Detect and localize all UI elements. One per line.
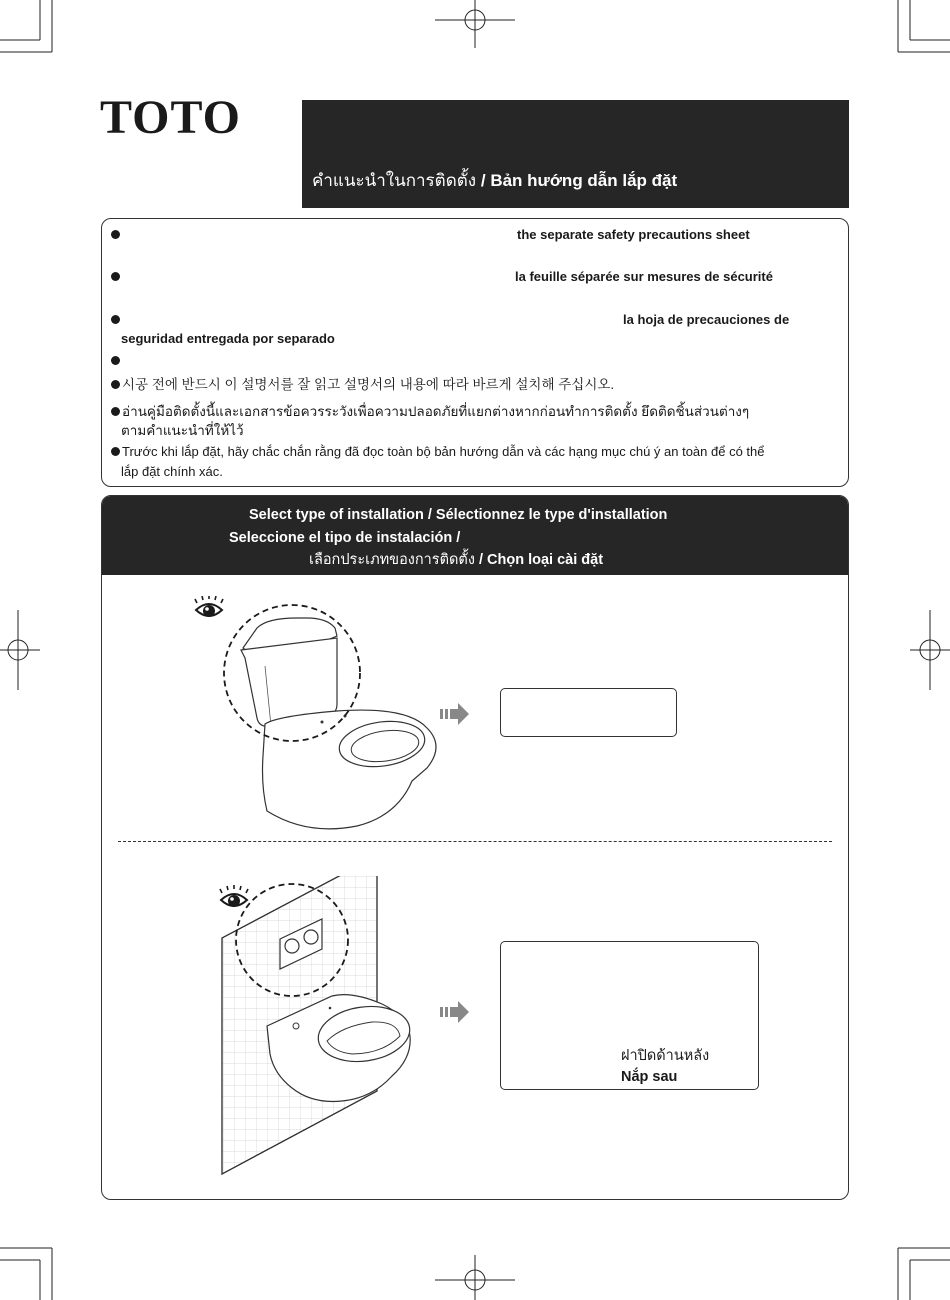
notice-es-ref-1: la hoja de precauciones de <box>623 312 790 327</box>
bullet-dot <box>111 380 120 389</box>
wall-hung-toilet-illustration <box>212 876 512 1181</box>
notice-thai-1: อ่านคู่มือติดตั้งนี้และเอกสารข้อควรระวังเพื่อความปลอดภัยที่แยกต่างหากก่อนทำการติดตั้ง ยึดติดชิ้นส่วนต่างๆ <box>122 404 750 419</box>
bullet-dot <box>111 407 120 416</box>
bullet-dot <box>111 356 120 365</box>
header-sep: / <box>478 552 483 568</box>
bullet-dot <box>111 230 120 239</box>
eye-icon <box>220 885 248 907</box>
notice-es-ref-2: seguridad entregada por separado <box>121 331 335 346</box>
header-line-en-fr: Select type of installation / Sélectionnez le type d'installation <box>249 507 668 523</box>
toto-logo: TOTO <box>100 91 241 144</box>
rear-cover-label-thai: ฝาปิดด้านหลัง <box>621 1048 710 1064</box>
bullet-dot <box>111 272 120 281</box>
header-line-es: Seleccione el tipo de instalación / <box>229 530 461 546</box>
title-thai: คำแนะนำในการติดตั้ง <box>312 171 477 190</box>
header-vietnamese: Chọn loại cài đặt <box>487 552 604 568</box>
rear-cover-label-vi: Nắp sau <box>621 1069 678 1085</box>
bullet-dot <box>111 315 120 324</box>
notice-vietnamese-2: lắp đặt chính xác. <box>121 464 223 479</box>
bullet-dot <box>111 447 120 456</box>
notice-vietnamese-1: Trước khi lắp đặt, hãy chắc chắn rằng đã đọc toàn bộ bản hướng dẫn và các hạng mục chú ý an toàn để có thể <box>122 444 765 459</box>
notice-thai-2: ตามคำแนะนำที่ให้ไว้ <box>121 423 244 438</box>
header-thai: เลือกประเภทของการติดตั้ง <box>309 552 475 568</box>
arrow-right-icon <box>439 701 471 727</box>
title-separator: / <box>480 171 486 190</box>
arrow-right-icon <box>439 999 471 1025</box>
eye-icon <box>195 596 223 617</box>
header-line-th-vi <box>309 550 603 570</box>
option-1-result-box <box>500 688 677 737</box>
installation-type-panel <box>101 495 849 1200</box>
safety-notice-box <box>101 218 849 487</box>
installation-type-header <box>102 496 848 575</box>
notice-fr-ref: la feuille séparée sur mesures de sécurité <box>515 269 773 284</box>
notice-en-ref: the separate safety precautions sheet <box>517 227 750 242</box>
page-title <box>312 170 677 192</box>
title-vietnamese: Bản hướng dẫn lắp đặt <box>490 171 678 190</box>
notice-korean: 시공 전에 반드시 이 설명서를 잘 읽고 설명서의 내용에 따라 바르게 설치해 주십시오. <box>122 377 615 392</box>
option-divider <box>118 841 832 842</box>
option-2-result-box <box>500 941 759 1090</box>
